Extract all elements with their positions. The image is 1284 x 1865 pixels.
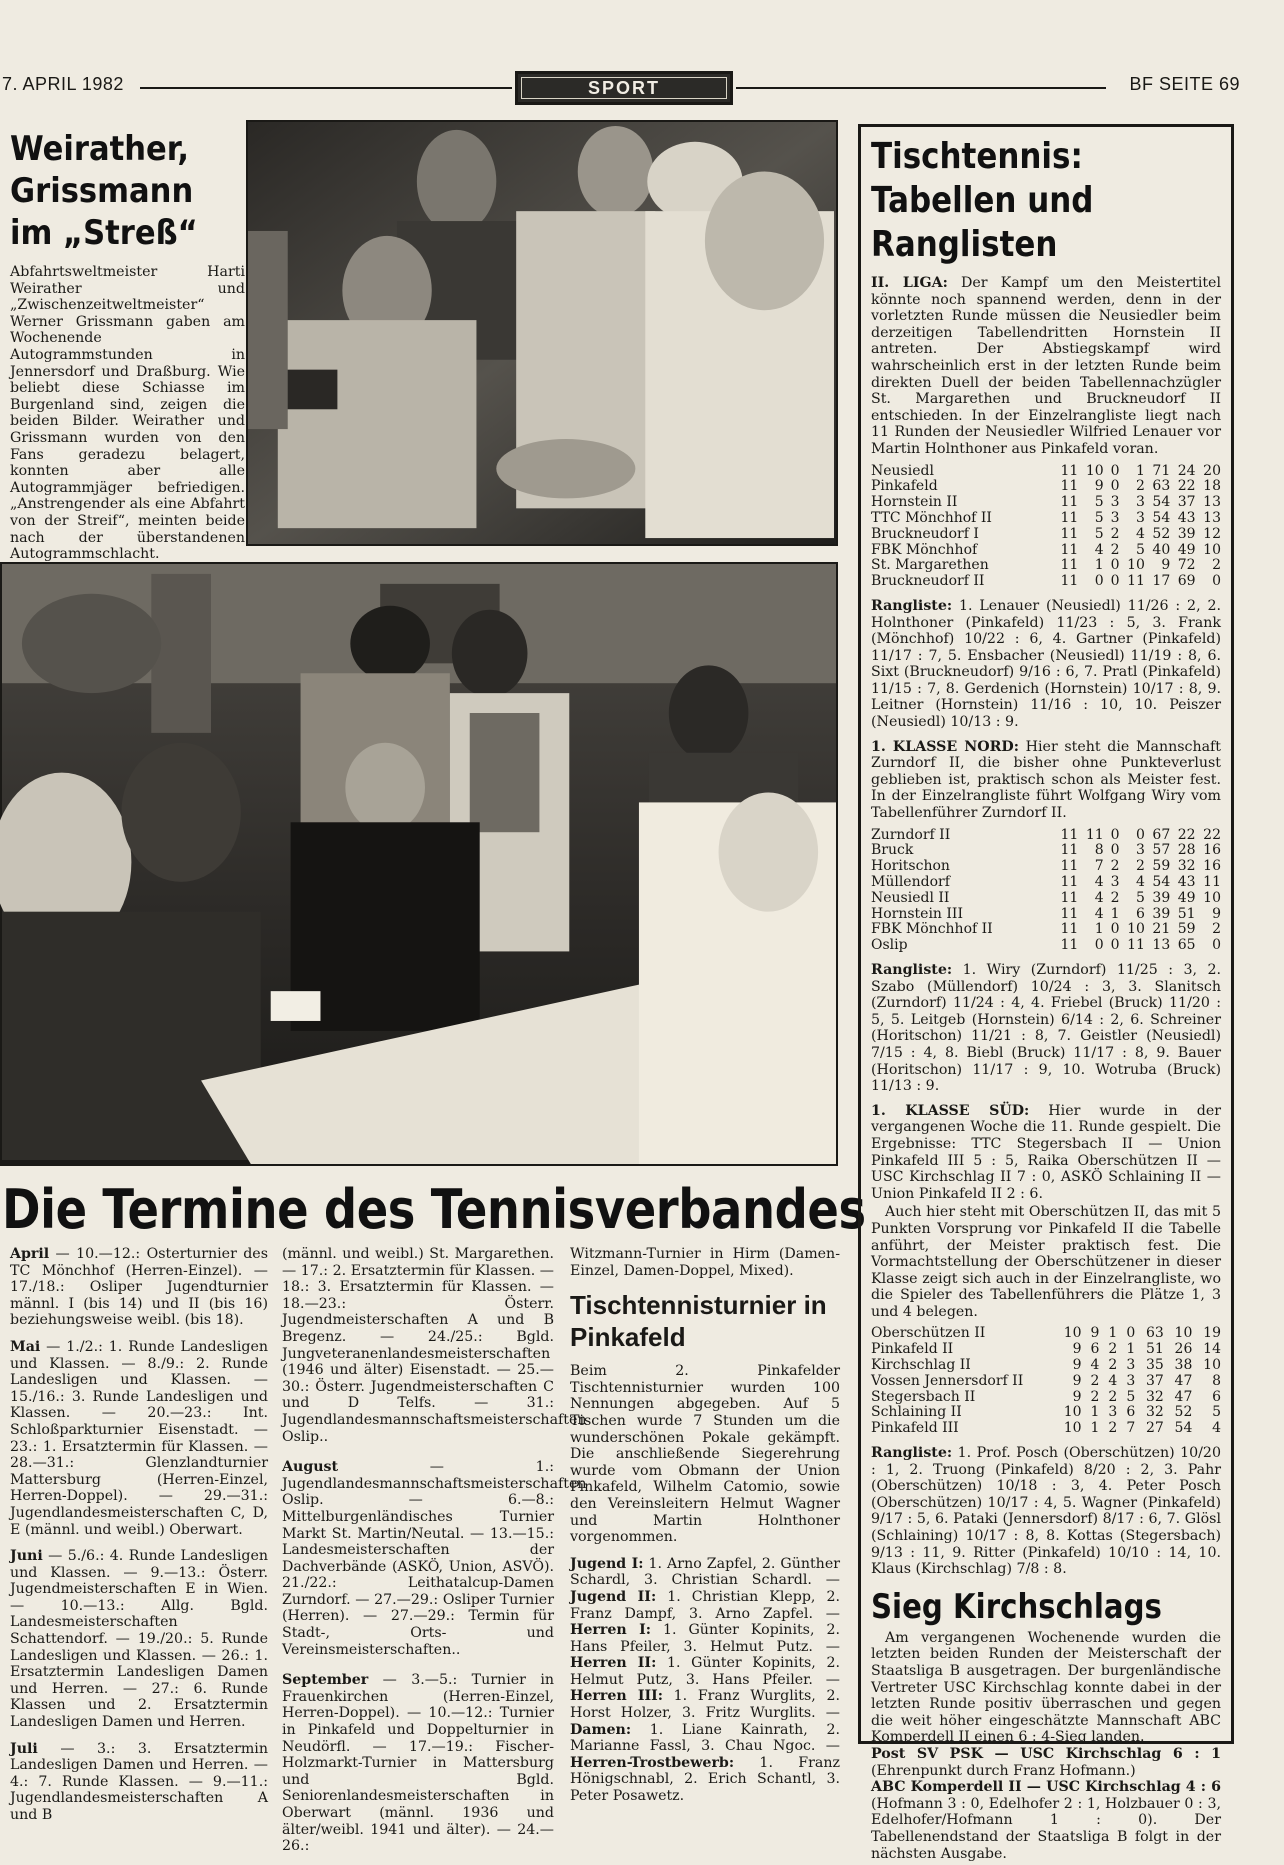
sieg-body: Am vergangenen Wochenende wurden die letzten beiden Runden der Meisterschaft der Staatsliga B ausgetragen. Der burgenländische Vertreter USC Kirchschlag konnte dabei in der letzten Runde positiv überraschen und gegen die weit höher eingeschätzte Mannschaft ABC Komperdell II einen 6 : 4-Sieg landen.	[871, 1629, 1221, 1746]
table-cell: 54	[1152, 874, 1171, 891]
table-row	[871, 1374, 1221, 1390]
story-body: Abfahrtsweltmeister Harti Weirather und „Zwischenzeitweltmeister“ Werner Grissmann gaben am Wochenende Autogrammstunden in Jennersdorf und Draßburg. Wie beliebt diese Schiasse im Burgenland sind, zeigen die beiden Bilder. Weirather und Grissmann wurden von den Fans geradezu belagert, konnten aber alle Autogrammjäger befriedigen. „Anstrengender als eine Abfahrt von der Streif“, meinten beide nach der überstandenen Autogrammschlacht.	[10, 264, 245, 563]
table-cell: 59	[1152, 858, 1171, 875]
table-cell: 5	[1094, 494, 1104, 511]
result-text: 1. Franz Hönigschnabl, 2. Erich Schantl, 3. Peter Posawetz.	[570, 1754, 840, 1805]
table-cell: 2	[1108, 1420, 1118, 1437]
table-row	[871, 891, 1221, 907]
match-note: (Hofmann 3 : 0, Edelhofer 2 : 1, Holzbauer 0 : 3, Edelhofer/Hofmann 1 : 0). Der Tabellenendstand der Staatsliga B folgt in der nächsten Ausgabe.	[871, 1795, 1221, 1862]
termine-headline: Die Termine des Tennisverbandes	[2, 1178, 866, 1241]
table-cell: 4	[1094, 905, 1104, 922]
result-category: Herren II:	[570, 1655, 657, 1672]
table-cell: 11	[1060, 874, 1079, 891]
table-cell: 4	[1094, 874, 1104, 891]
table-cell: 2	[1090, 1388, 1100, 1405]
table-cell: 3	[1126, 1357, 1136, 1374]
table-cell: 11	[1060, 889, 1079, 906]
table-cell: 39	[1152, 889, 1171, 906]
table-cell: 3	[1126, 1372, 1136, 1389]
table-cell: 6	[1090, 1341, 1100, 1358]
termine-august	[282, 1459, 587, 1658]
tischtennis-headline: Tischtennis: Tabellen und Ranglisten	[871, 136, 1094, 265]
sued-table	[871, 1326, 1221, 1437]
team-name: Hornstein III	[871, 905, 963, 922]
table-cell: 10	[1085, 462, 1104, 479]
table-cell: 27	[1145, 1420, 1164, 1437]
table-cell: 2	[1110, 889, 1120, 906]
story-weirather	[10, 128, 245, 563]
table-cell: 10	[1203, 1357, 1221, 1374]
table-row	[871, 464, 1221, 480]
table-cell: 11	[1060, 541, 1079, 558]
table-cell: 11	[1060, 826, 1079, 843]
month-text: (männl. und weibl.) St. Margarethen. — 17.: 2. Ersatztermin für Klassen. — 18.: 3. Ersatztermin für Klassen. — 18.—23.: Österr. Jugendmeisterschaften A und B Bregenz. — 24./25.: Bgld. Jungveteranenlandesmeisterschaften (1946 und älter) Eisenstadt. — 25.—30.: Österr. Jugendmeisterschaften C und D Telfs. — 31.: Jugendlandesmannschaftsmeisterschaften Oslip..	[282, 1246, 587, 1445]
month-text: — 3.—5.: Turnier in Frauenkirchen (Herren-Einzel, Herren-Doppel). — 10.—12.: Turnier in Pinkafeld und Doppelturnier in Neudörfl. — 17.—19.: Fischer-Holzmarkt-Turnier in Mattersburg und Bgld. Seniorenlandesmeisterschaften in Oberwart (männl. 1936 und älter/weibl. 1941 und älter). — 24.—26.:	[282, 1672, 554, 1855]
table-cell: 0	[1110, 462, 1120, 479]
table-cell: 1	[1090, 1420, 1100, 1437]
termine-juli	[10, 1741, 268, 1824]
termine-column-1	[10, 1246, 268, 1834]
team-name: TTC Mönchhof II	[871, 509, 992, 526]
table-cell: 16	[1203, 858, 1221, 875]
table-cell: 1	[1110, 905, 1120, 922]
table-row	[871, 875, 1221, 891]
table-cell: 6	[1212, 1388, 1221, 1405]
header-rule-left	[140, 87, 512, 89]
league-label: 1. KLASSE SÜD:	[871, 1102, 1030, 1119]
table-row	[871, 1405, 1221, 1421]
rangliste-label: Rangliste:	[871, 962, 953, 978]
table-row	[871, 511, 1221, 527]
table-cell: 2	[1108, 1341, 1118, 1358]
liga2-table	[871, 464, 1221, 590]
table-cell: 13	[1203, 494, 1221, 511]
league-text: Hier wurde in der vergangenen Woche die 11. Runde gespielt. Die Ergebnisse: TTC Stegersbach II — Union Pinkafeld III 5 : 5, Raika Oberschützen II — USC Kirchschlag II 7 : 0, ASKÖ Schlaining II — Union Pinkafeld II 2 : 6.	[871, 1102, 1221, 1202]
table-row	[871, 558, 1221, 574]
table-cell: 47	[1174, 1372, 1193, 1389]
table-cell: 4	[1094, 889, 1104, 906]
table-cell: 22	[1177, 826, 1196, 843]
result-category: Herren-Trostbewerb:	[570, 1754, 735, 1771]
table-cell: 9	[1161, 557, 1171, 574]
table-cell: 4	[1090, 1357, 1100, 1374]
table-cell: 63	[1145, 1325, 1164, 1342]
table-cell: 10	[1127, 557, 1145, 574]
story-headline: Weirather, Grissmann im „Streß“	[10, 129, 198, 253]
section-banner	[515, 71, 733, 105]
table-cell: 2	[1135, 478, 1145, 495]
table-cell: 49	[1177, 889, 1196, 906]
table-cell: 16	[1203, 842, 1221, 859]
month-label: April	[10, 1246, 50, 1262]
team-name: Bruckneudorf II	[871, 573, 985, 590]
table-cell: 72	[1177, 557, 1196, 574]
table-cell: 52	[1152, 525, 1171, 542]
sieg-result-1	[871, 1746, 1221, 1779]
header-rule-right	[736, 87, 1106, 89]
page-number: BF SEITE 69	[1129, 74, 1240, 94]
team-name: Schlaining II	[871, 1404, 962, 1421]
tt-turnier-headline: Tischtennisturnier in Pinkafeld	[570, 1290, 827, 1353]
table-cell: 5	[1094, 509, 1104, 526]
table-cell: 1	[1126, 1341, 1136, 1358]
table-cell: 11	[1127, 573, 1145, 590]
termine-juni	[10, 1548, 268, 1731]
table-cell: 0	[1110, 573, 1120, 590]
table-cell: 2	[1110, 525, 1120, 542]
nord-intro	[871, 739, 1221, 822]
section-label: SPORT	[521, 77, 727, 99]
team-name: Stegersbach II	[871, 1388, 976, 1405]
nord-rangliste	[871, 962, 1221, 1095]
table-row	[871, 1326, 1221, 1342]
table-cell: 54	[1152, 509, 1171, 526]
table-cell: 10	[1063, 1325, 1082, 1342]
liga2-intro	[871, 275, 1221, 458]
table-cell: 2	[1108, 1357, 1118, 1374]
table-cell: 10	[1127, 921, 1145, 938]
tt-turnier-results	[570, 1556, 840, 1805]
month-text: — 5./6.: 4. Runde Landesligen und Klassen. — 9.—13.: Österr. Jugendmeisterschaften E in Wien. — 10.—13.: Allg. Bgld. Landesmeisterschaften Schattendorf. — 19./20.: 5. Runde Landesligen und Klassen. — 26.: 1. Ersatztermin Landesligen Damen und Herren. — 27.: 6. Runde Klassen und 2. Ersatztermin Landesligen Damen und Herren.	[10, 1548, 268, 1731]
table-cell: 26	[1174, 1341, 1193, 1358]
table-cell: 10	[1203, 889, 1221, 906]
table-row	[871, 1390, 1221, 1406]
table-cell: 59	[1177, 921, 1196, 938]
table-cell: 5	[1135, 541, 1145, 558]
table-cell: 0	[1126, 1325, 1136, 1342]
result-category: Damen:	[570, 1721, 632, 1738]
table-row	[871, 1358, 1221, 1374]
table-cell: 7	[1094, 858, 1104, 875]
table-cell: 3	[1110, 494, 1120, 511]
table-cell: 3	[1135, 842, 1145, 859]
liga2-rangliste	[871, 598, 1221, 731]
table-row	[871, 907, 1221, 923]
table-cell: 47	[1174, 1388, 1193, 1405]
rangliste-label: Rangliste:	[871, 1445, 953, 1462]
table-row	[871, 1421, 1221, 1437]
table-cell: 11	[1085, 826, 1104, 843]
table-cell: 2	[1110, 858, 1120, 875]
table-row	[871, 479, 1221, 495]
table-cell: 1	[1094, 557, 1104, 574]
table-cell: 9	[1212, 905, 1221, 922]
table-cell: 11	[1203, 874, 1221, 891]
table-cell: 24	[1177, 462, 1196, 479]
table-cell: 18	[1203, 478, 1221, 495]
result-category: Jugend I:	[570, 1555, 644, 1572]
table-row	[871, 574, 1221, 590]
team-name: Bruckneudorf I	[871, 525, 979, 542]
table-cell: 65	[1177, 937, 1196, 954]
sieg-result-2	[871, 1779, 1221, 1862]
table-cell: 22	[1177, 478, 1196, 495]
table-cell: 0	[1110, 557, 1120, 574]
table-cell: 69	[1177, 573, 1196, 590]
table-cell: 9	[1072, 1388, 1082, 1405]
table-cell: 49	[1177, 541, 1196, 558]
table-cell: 6	[1126, 1404, 1136, 1421]
team-name: Vossen Jennersdorf II	[871, 1372, 1024, 1389]
team-name: Neusiedl II	[871, 889, 950, 906]
table-cell: 13	[1203, 509, 1221, 526]
table-cell: 32	[1145, 1388, 1164, 1405]
table-cell: 20	[1203, 462, 1221, 479]
table-cell: 43	[1177, 874, 1196, 891]
table-cell: 2	[1212, 921, 1221, 938]
table-cell: 12	[1203, 525, 1221, 542]
table-cell: 54	[1152, 494, 1171, 511]
table-cell: 4	[1135, 525, 1145, 542]
result-category: Jugend II:	[570, 1588, 657, 1605]
issue-date: 7. APRIL 1982	[2, 74, 124, 94]
table-cell: 22	[1203, 826, 1221, 843]
month-text: — 1.: Jugendlandesmannschaftsmeisterschaften Oslip. — 6.—8.: Mittelburgenländisches Turnier Markt St. Martin/Neutal. — 13.—15.: Landesmeisterschaften der Dachverbände (ASKÖ, Union, ASVÖ). 21./22.: Leithatalcup-Damen Zurndorf. — 27.—29.: Osliper Turnier (Herren). — 27.—29.: Termin für Stadt-, Orts- und Vereinsmeisterschaften..	[282, 1459, 587, 1658]
team-name: FBK Mönchhof	[871, 541, 978, 558]
team-name: Oberschützen II	[871, 1325, 986, 1342]
table-cell: 38	[1174, 1357, 1193, 1374]
table-cell: 0	[1212, 937, 1221, 954]
termine-september	[282, 1672, 554, 1855]
team-name: Pinkafeld	[871, 478, 938, 495]
table-cell: 0	[1094, 573, 1104, 590]
team-name: Bruck	[871, 842, 914, 859]
table-cell: 11	[1060, 842, 1079, 859]
table-cell: 4	[1212, 1420, 1221, 1437]
table-cell: 51	[1145, 1341, 1164, 1358]
tischtennis-box	[858, 124, 1234, 1862]
table-cell: 54	[1174, 1420, 1193, 1437]
rangliste-text: 1. Prof. Posch (Oberschützen) 10/20 : 1, 2. Truong (Pinkafeld) 8/20 : 2, 3. Pahr (Oberschützen) 10/18 : 3, 4. Peter Posch (Oberschützen) 10/17 : 4, 5. Wagner (Pinkafeld) 9/17 : 5, 6. Pataki (Jennersdorf) 8/17 : 6, 7. Glösl (Schlaining) 10/17 : 8, 8. Kottas (Stegersbach) 9/13 : 11, 9. Ritter (Pinkafeld) 10/10 : 14, 10. Klaus (Kirchschlag) 7/8 : 8.	[871, 1445, 1221, 1578]
table-cell: 39	[1152, 905, 1171, 922]
table-row	[871, 828, 1221, 844]
table-cell: 9	[1072, 1357, 1082, 1374]
termine-column-3	[570, 1246, 840, 1815]
table-cell: 10	[1203, 541, 1221, 558]
table-cell: 19	[1203, 1325, 1221, 1342]
league-text: Hier steht die Mannschaft Zurndorf II, die bisher ohne Punkteverlust geblieben ist, praktisch schon als Meister fest. In der Einzelrangliste führt Wolfgang Wiry vom Tabellenführer Zurndorf II.	[871, 738, 1221, 822]
table-cell: 5	[1126, 1388, 1136, 1405]
table-cell: 52	[1174, 1404, 1193, 1421]
table-cell: 5	[1212, 1404, 1221, 1421]
team-name: Oslip	[871, 937, 908, 954]
table-cell: 3	[1135, 494, 1145, 511]
table-cell: 10	[1063, 1404, 1082, 1421]
table-cell: 9	[1094, 478, 1104, 495]
table-cell: 67	[1152, 826, 1171, 843]
table-cell: 11	[1060, 557, 1079, 574]
nord-table	[871, 828, 1221, 954]
termine-juli-cont	[282, 1246, 587, 1445]
table-cell: 6	[1135, 905, 1145, 922]
table-cell: 11	[1060, 937, 1079, 954]
table-cell: 3	[1135, 509, 1145, 526]
table-cell: 0	[1110, 826, 1120, 843]
table-cell: 11	[1127, 937, 1145, 954]
table-cell: 4	[1108, 1372, 1118, 1389]
sieg-headline: Sieg Kirchschlags	[871, 1586, 1162, 1627]
table-row	[871, 495, 1221, 511]
table-cell: 1	[1108, 1325, 1118, 1342]
sued-intro	[871, 1103, 1221, 1203]
match-note: (Ehrenpunkt durch Franz Hofmann.)	[871, 1762, 1136, 1779]
month-text: — 1./2.: 1. Runde Landesligen und Klassen. — 8./9.: 2. Runde Landesligen und Klassen. — 15./16.: 3. Runde Landesligen und Klassen. — 20.—23.: Int. Schloßparkturnier Eisenstadt. — 23.: 1. Ersatztermin für Klassen. — 28.—31.: Glenzlandturnier Mattersburg (Herren-Einzel, Herren-Doppel). — 29.—31.: Jugendlandesmeisterschaften C, D, E (männl. und weibl.) Oberwart.	[10, 1338, 268, 1538]
table-cell: 32	[1145, 1404, 1164, 1421]
table-cell: 10	[1174, 1325, 1193, 1342]
table-cell: 51	[1177, 905, 1196, 922]
table-cell: 11	[1060, 509, 1079, 526]
month-label: Mai	[10, 1338, 41, 1355]
termine-column-2	[282, 1246, 587, 1865]
rangliste-text: 1. Wiry (Zurndorf) 11/25 : 3, 2. Szabo (Müllendorf) 10/24 : 3, 3. Slanitsch (Zurndorf) 11/24 : 4, 4. Friebel (Bruck) 11/20 : 5, 5. Leitgeb (Hornstein) 6/14 : 2, 6. Schreiner (Horitschon) 11/21 : 8, 7. Geistler (Neusiedl) 7/15 : 4, 8. Biebl (Bruck) 11/17 : 8, 9. Bauer (Horitschon) 11/17 : 9, 10. Wotruba (Bruck) 11/13 : 9.	[871, 962, 1221, 1095]
table-cell: 9	[1090, 1325, 1100, 1342]
team-name: Pinkafeld III	[871, 1420, 959, 1437]
termine-mai	[10, 1339, 268, 1538]
month-label: Juli	[10, 1740, 38, 1757]
table-cell: 17	[1152, 573, 1171, 590]
table-cell: 1	[1135, 462, 1145, 479]
table-cell: 0	[1110, 937, 1120, 954]
tt-turnier-body: Beim 2. Pinkafelder Tischtennisturnier wurden 100 Nennungen abgegeben. Auf 5 Tischen wurde 7 Stunden um die wunderschönen Pokale gekämpft. Die anschließende Siegerehrung wurde vom Obmann der Union Pinkafeld, Wilhelm Catomio, sowie den Vereinsleitern Helmut Wagner und Martin Holnthoner vorgenommen.	[570, 1363, 840, 1546]
table-cell: 8	[1094, 842, 1104, 859]
table-cell: 32	[1177, 858, 1196, 875]
match-score: ABC Komperdell II — USC Kirchschlag 4 : 6	[871, 1779, 1221, 1796]
result-text: 1. Arno Zapfel, 2. Günther Schardl, 3. Christian Schardl. —	[570, 1555, 840, 1589]
team-name: Zurndorf II	[871, 826, 951, 843]
table-cell: 21	[1152, 921, 1171, 938]
month-text: — 10.—12.: Osterturnier des TC Mönchhof (Herren-Einzel). — 17./18.: Osliper Jugendturnier männl. I (bis 14) und II (bis 16) beziehungsweise weibl. (bis 18).	[10, 1246, 268, 1329]
result-text: 1. Günter Kopinits, 2. Helmut Putz, 3. Hans Pfeiler. —	[570, 1655, 840, 1688]
table-cell: 14	[1203, 1341, 1221, 1358]
rangliste-text: 1. Lenauer (Neusiedl) 11/26 : 2, 2. Holnthoner (Pinkafeld) 11/23 : 5, 3. Frank (Mönchhof) 10/22 : 6, 4. Gartner (Pinkafeld) 11/17 : 7, 5. Ensbacher (Neusiedl) 11/19 : 8, 6. Sixt (Bruckneudorf) 9/16 : 6, 7. Pratl (Pinkafeld) 11/15 : 7, 8. Gerdenich (Hornstein) 10/17 : 8, 9. Leitner (Hornstein) 11/16 : 10, 10. Peiszer (Neusiedl) 10/13 : 9.	[871, 597, 1221, 731]
table-cell: 2	[1110, 541, 1120, 558]
league-label: II. LIGA:	[871, 275, 948, 291]
table-cell: 0	[1094, 937, 1104, 954]
table-row	[871, 527, 1221, 543]
month-label: September	[282, 1672, 369, 1689]
table-cell: 11	[1060, 525, 1079, 542]
table-cell: 10	[1063, 1420, 1082, 1437]
table-cell: 11	[1060, 573, 1079, 590]
team-name: Müllendorf	[871, 874, 950, 891]
table-cell: 1	[1094, 921, 1104, 938]
photo-autograph-crowd	[246, 120, 838, 546]
table-cell: 8	[1212, 1372, 1221, 1389]
rangliste-label: Rangliste:	[871, 597, 953, 614]
table-cell: 57	[1152, 842, 1171, 859]
team-name: Horitschon	[871, 858, 950, 875]
sued-text2: Auch hier steht mit Oberschützen II, das mit 5 Punkten Vorsprung vor Pinkafeld II die Tabelle anführt, der Meister praktisch fest. Die Vormachtstellung der Oberschützener in dieser Klasse zeigt sich auch in der Einzelrangliste, wo die Spieler des Tabellenführers die Plätze 1, 3 und 4 belegen.	[871, 1204, 1221, 1320]
team-name: Kirchschlag II	[871, 1357, 971, 1374]
table-row	[871, 922, 1221, 938]
table-cell: 5	[1094, 525, 1104, 542]
table-cell: 3	[1108, 1404, 1118, 1421]
table-cell: 9	[1072, 1341, 1082, 1358]
team-name: Pinkafeld II	[871, 1341, 954, 1358]
termine-september-cont: Witzmann-Turnier in Hirm (Damen-Einzel, Damen-Doppel, Mixed).	[570, 1246, 840, 1279]
table-cell: 0	[1135, 826, 1145, 843]
result-text: 1. Christian Klepp, 2. Franz Dampf, 3. Arno Zapfel. —	[570, 1588, 840, 1622]
table-cell: 63	[1152, 478, 1171, 495]
result-text: 1. Franz Wurglits, 2. Horst Holzer, 3. Fritz Wurglits. —	[570, 1688, 840, 1722]
table-cell: 2	[1108, 1388, 1118, 1405]
result-category: Herren III:	[570, 1688, 663, 1705]
table-cell: 11	[1060, 921, 1079, 938]
league-label: 1. KLASSE NORD:	[871, 738, 1019, 755]
result-text: 1. Günter Kopinits, 2. Hans Pfeiler, 3. Helmut Putz. —	[570, 1622, 840, 1655]
table-cell: 11	[1060, 858, 1079, 875]
sued-rangliste	[871, 1445, 1221, 1578]
photo-signing-table	[0, 562, 838, 1166]
table-cell: 4	[1135, 874, 1145, 891]
table-cell: 7	[1126, 1420, 1136, 1437]
result-text: 1. Liane Kainrath, 2. Marianne Fassl, 3. Chau Ngoc. —	[570, 1721, 840, 1755]
table-cell: 2	[1090, 1372, 1100, 1389]
table-cell: 0	[1110, 478, 1120, 495]
table-cell: 11	[1060, 462, 1079, 479]
table-row	[871, 1342, 1221, 1358]
match-score: Post SV PSK — USC Kirchschlag 6 : 1	[871, 1745, 1221, 1762]
page-header	[0, 74, 1284, 104]
table-cell: 28	[1177, 842, 1196, 859]
table-cell: 11	[1060, 494, 1079, 511]
table-cell: 3	[1110, 509, 1120, 526]
table-cell: 37	[1177, 494, 1196, 511]
table-cell: 11	[1060, 905, 1079, 922]
table-row	[871, 938, 1221, 954]
team-name: Hornstein II	[871, 494, 958, 511]
table-cell: 40	[1152, 541, 1171, 558]
table-cell: 4	[1094, 541, 1104, 558]
table-row	[871, 543, 1221, 559]
table-cell: 9	[1072, 1372, 1082, 1389]
team-name: Neusiedl	[871, 462, 934, 479]
table-cell: 37	[1145, 1372, 1164, 1389]
table-cell: 0	[1110, 842, 1120, 859]
month-text: — 3.: 3. Ersatztermin Landesligen Damen und Herren. — 4.: 7. Runde Klassen. — 9.—11.: Jugendlandesmeisterschaften A und B	[10, 1740, 268, 1823]
table-cell: 13	[1152, 937, 1171, 954]
table-cell: 35	[1145, 1357, 1164, 1374]
result-category: Herren I:	[570, 1622, 651, 1639]
table-cell: 39	[1177, 525, 1196, 542]
month-label: August	[282, 1459, 339, 1476]
table-cell: 5	[1135, 889, 1145, 906]
table-cell: 0	[1110, 921, 1120, 938]
table-cell: 11	[1060, 478, 1079, 495]
table-cell: 2	[1212, 557, 1221, 574]
team-name: FBK Mönchhof II	[871, 921, 993, 938]
termine-april	[10, 1246, 268, 1329]
table-cell: 1	[1090, 1404, 1100, 1421]
table-row	[871, 859, 1221, 875]
month-label: Juni	[10, 1548, 43, 1565]
table-cell: 0	[1212, 573, 1221, 590]
team-name: St. Margarethen	[871, 557, 989, 574]
table-row	[871, 843, 1221, 859]
table-cell: 3	[1110, 874, 1120, 891]
table-cell: 43	[1177, 509, 1196, 526]
table-cell: 71	[1152, 462, 1171, 479]
table-cell: 2	[1135, 858, 1145, 875]
league-text: Der Kampf um den Meistertitel könnte noch spannend werden, denn in der vorletzten Runde müssen die Neusiedler beim derzeitigen Tabellendritten Hornstein II antreten. Der Abstiegskampf wird wahrscheinlich erst in der letzten Runde beim direkten Duell der beiden Tabellennachzügler St. Margarethen und Bruckneudorf II entschieden. In der Einzelrangliste liegt nach 11 Runden der Neusiedler Wilfried Lenauer vor Martin Holnthoner aus Pinkafeld voran.	[871, 275, 1221, 457]
